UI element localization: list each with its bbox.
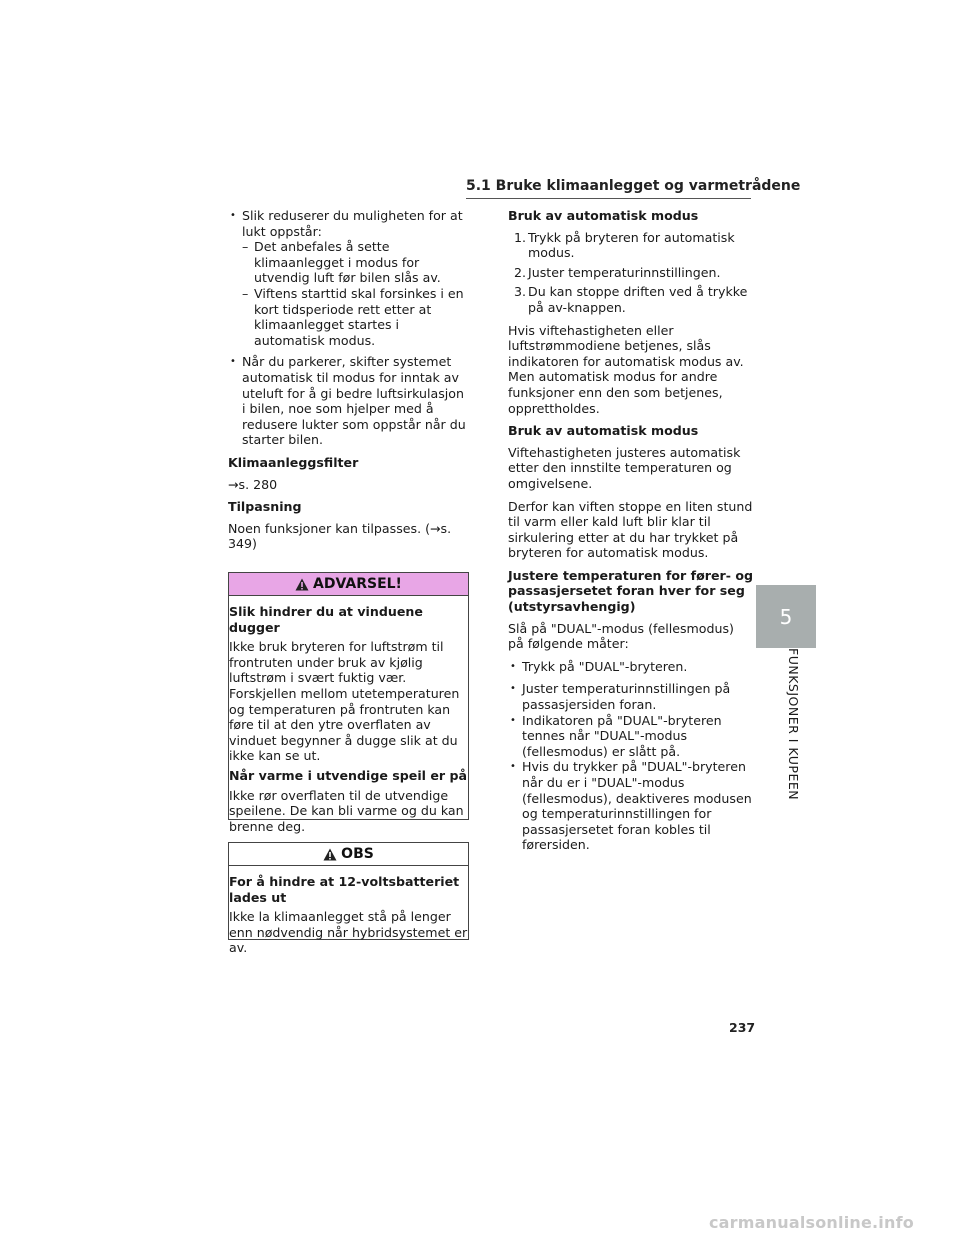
- filter-heading: Klimaanleggsfilter: [228, 454, 359, 470]
- dual-bullet: • Trykk på "DUAL"-bryteren.: [508, 659, 753, 675]
- left-column: [228, 208, 470, 559]
- warning-triangle-icon: [295, 578, 309, 591]
- custom-heading: Tilpasning: [228, 499, 302, 515]
- filter-ref-link[interactable]: →s. 280: [228, 476, 278, 492]
- bullet-odor: • Slik reduserer du muligheten for at lukt oppstår:: [228, 208, 470, 239]
- caution-triangle-icon: [323, 848, 337, 861]
- odor-dash-list: [228, 239, 470, 348]
- step-item: 1. Trykk på bryteren for automatisk modus.: [514, 229, 735, 261]
- dual-intro: Slå på "DUAL"-modus (fellesmodus) på følgende måter:: [508, 620, 734, 652]
- custom-text: Noen funksjoner kan tilpasses. (→s. 349): [228, 520, 452, 552]
- page-number: 237: [729, 1020, 756, 1035]
- step-item: 2. Juster temperaturinnstillingen.: [514, 264, 721, 280]
- watermark: carmanualsonline.info: [709, 1213, 914, 1232]
- auto-mode-heading-2: Bruk av automatisk modus: [508, 423, 699, 439]
- dash-item: – Det anbefales å sette klimaanlegget i modus for utvendig luft før bilen slås av.: [228, 239, 470, 286]
- auto-mode-note: Hvis viftehastigheten eller luftstrømmodiene betjenes, slås indikatoren for automatisk modus av. Men automatisk modus for andre funksjoner enn den som betjenes, opprettholdes.: [508, 322, 744, 416]
- fan-stop-text: Derfor kan viften stoppe en liten stund til varm eller kald luft blir klar til sirkulering etter at du har trykket på bryteren for automatisk modus.: [508, 498, 753, 561]
- header-rule: [466, 198, 751, 199]
- warning-text-mirror: Ikke rør overflaten til de utvendige speilene. De kan bli varme og du kan brenne deg.: [229, 787, 464, 834]
- dash-item: – Viftens starttid skal forsinkes i en kort tidsperiode rett etter at klimaanlegget startes i automatisk modus.: [228, 286, 470, 348]
- chapter-title: FUNKSJONER I KUPEEN: [786, 648, 801, 801]
- notice-body: [229, 866, 468, 956]
- notice-heading: For å hindre at 12-voltsbatteriet lades ut: [229, 874, 460, 905]
- warning-title: ADVARSEL!: [313, 576, 402, 592]
- dual-heading: Justere temperaturen for fører- og passasjersetet foran hver for seg (utstyrsavhengig): [508, 567, 753, 615]
- notice-box: [228, 842, 469, 956]
- dual-bullet: • Hvis du trykker på "DUAL"-bryteren når du er i "DUAL"-modus (fellesmodus), deaktiveres modusen og temperaturinnstillingen for passasjersetet foran kobles til førersiden.: [508, 759, 753, 853]
- warning-text-fog: Ikke bruk bryteren for luftstrøm til frontruten under bruk av kjølig luftstrøm i svært fuktig vær. Forskjellen mellom utetemperaturen og temperaturen på frontruten kan føre til at den ytre overflaten av vinduet begynner å dugge slik at du ikke kan se ut.: [229, 639, 460, 764]
- warning-heading-mirror: Når varme i utvendige speil er på: [229, 767, 467, 783]
- notice-title-bar: [229, 843, 468, 866]
- dual-bullet: • Juster temperaturinnstillingen på passasjersiden foran.: [508, 681, 753, 712]
- warning-box: [228, 572, 469, 834]
- warning-body: [229, 596, 468, 834]
- section-title: 5.1 Bruke klimaanlegget og varmetrådene: [466, 178, 801, 194]
- warning-heading-fog: Slik hindrer du at vinduene dugger: [229, 604, 423, 635]
- notice-title: OBS: [341, 846, 374, 862]
- warning-title-bar: [229, 573, 468, 596]
- chapter-tab[interactable]: 5: [756, 585, 816, 648]
- fan-speed-text: Viftehastigheten justeres automatisk etter den innstilte temperaturen og omgivelsene.: [508, 444, 741, 491]
- notice-text: Ikke la klimaanlegget stå på lenger enn nødvendig når hybridsystemet er av.: [229, 909, 468, 956]
- auto-mode-heading: Bruk av automatisk modus: [508, 208, 699, 223]
- step-item: 3. Du kan stoppe driften ved å trykke på av-knappen.: [514, 284, 748, 315]
- dual-bullet: • Indikatoren på "DUAL"-bryteren tennes når "DUAL"-modus (fellesmodus) er slått på.: [508, 713, 753, 760]
- bullet-parking: • Når du parkerer, skifter systemet automatisk til modus for inntak av uteluft for å gi bedre luftsirkulasjon i bilen, noe som hjelper med å redusere lukter som oppstår når du starter bilen.: [228, 354, 470, 448]
- right-column: [508, 208, 753, 853]
